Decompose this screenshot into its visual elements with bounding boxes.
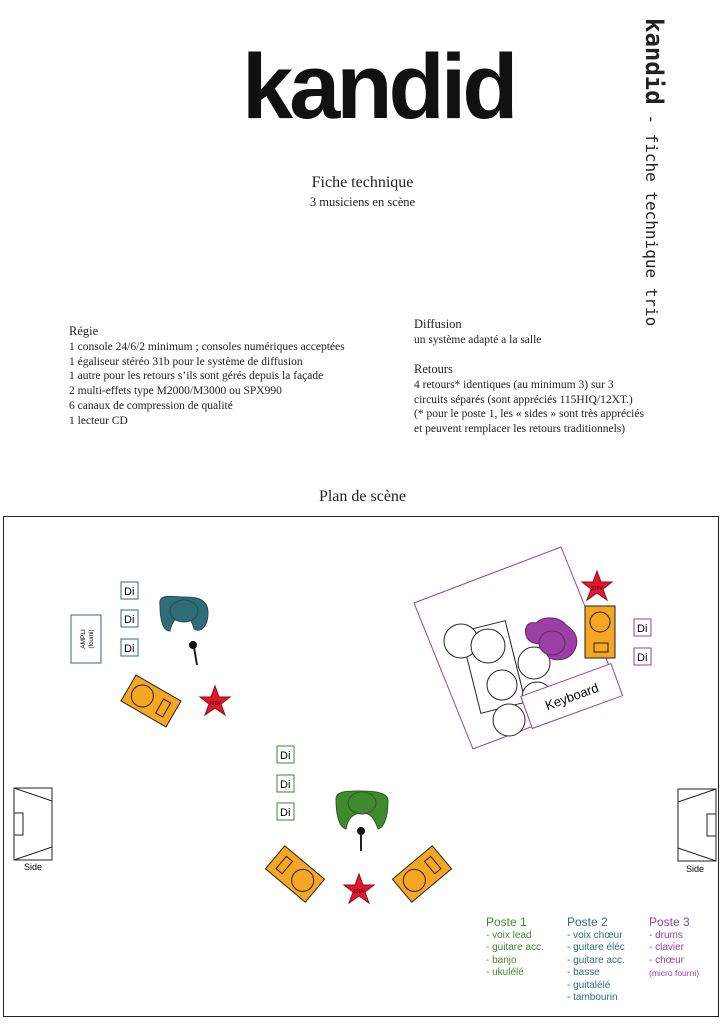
retours-line: circuits séparés (sont appréciés 115HIQ/12XT.) bbox=[414, 393, 633, 406]
svg-text:Di: Di bbox=[280, 807, 291, 819]
svg-text:Di: Di bbox=[280, 779, 291, 791]
svg-text:Di: Di bbox=[124, 614, 135, 626]
regie-heading: Régie bbox=[69, 324, 99, 338]
side-label: Side bbox=[24, 862, 43, 872]
legend-item: - guitare acc. bbox=[567, 954, 625, 966]
di-box bbox=[121, 610, 138, 627]
ampli-box bbox=[71, 615, 101, 663]
legend-title: Poste 3 bbox=[649, 915, 690, 929]
monitor-wedge bbox=[392, 846, 451, 902]
legend-item: - drums bbox=[649, 930, 683, 941]
monitor-wedge bbox=[585, 606, 615, 658]
keyboard-label: Keyboard bbox=[543, 679, 601, 714]
stage-plan bbox=[3, 516, 719, 1017]
logo-mark bbox=[240, 36, 515, 138]
monitor-wedge bbox=[121, 675, 181, 727]
ampli-label: AMPLI bbox=[80, 629, 87, 649]
regie-line: 2 multi-effets type M2000/M3000 ou SPX990 bbox=[69, 385, 282, 398]
legend-item: - clavier bbox=[649, 942, 685, 954]
regie-line: 1 console 24/6/2 minimum ; consoles numériques acceptées bbox=[69, 340, 345, 353]
side-speaker-left bbox=[14, 788, 52, 872]
di-box bbox=[121, 639, 138, 656]
retours-line: (* pour le poste 1, les « sides » sont très appréciés bbox=[414, 408, 644, 421]
vertical-subtitle: - fiche technique trio bbox=[642, 104, 661, 327]
vertical-brand: kandid bbox=[640, 18, 668, 105]
regie-line: 1 lecteur CD bbox=[69, 414, 128, 427]
legend-item: - guitare acc. bbox=[486, 942, 544, 954]
di-box bbox=[634, 648, 651, 665]
musician-poste2 bbox=[160, 596, 208, 631]
legend-poste3 bbox=[649, 915, 717, 980]
side-speaker-right bbox=[678, 789, 716, 874]
legend-item: - chœur bbox=[649, 954, 684, 966]
di-box bbox=[121, 582, 138, 599]
diffusion-section bbox=[414, 317, 664, 348]
microphone bbox=[357, 827, 365, 851]
di-box bbox=[277, 803, 294, 820]
diffusion-heading: Diffusion bbox=[414, 317, 462, 331]
page-subtitle: 3 musiciens en scène bbox=[309, 195, 416, 209]
di-box bbox=[277, 746, 294, 763]
power-star bbox=[200, 686, 230, 715]
svg-text:220V: 220V bbox=[353, 889, 365, 895]
legend-title: Poste 1 bbox=[486, 915, 527, 929]
legend-item: - tambourin bbox=[567, 992, 618, 1004]
legend-item: (micro fourni) bbox=[649, 968, 700, 979]
power-star bbox=[582, 571, 612, 600]
side-label: Side bbox=[686, 864, 705, 874]
retours-line: 4 retours* identiques (au minimum 3) sur 3 bbox=[414, 378, 614, 391]
legend-poste2 bbox=[567, 915, 647, 1004]
regie-line: 1 autre pour les retours s’ils sont gérés depuis la façade bbox=[69, 370, 324, 383]
svg-text:Di: Di bbox=[280, 750, 291, 762]
logo bbox=[240, 36, 515, 138]
svg-text:Di: Di bbox=[124, 586, 135, 598]
legend-title: Poste 2 bbox=[567, 915, 608, 929]
page-title: Fiche technique bbox=[311, 174, 414, 191]
regie-line: 6 canaux de compression de qualité bbox=[69, 399, 233, 412]
svg-text:220V: 220V bbox=[209, 701, 221, 707]
svg-text:Di: Di bbox=[637, 623, 648, 635]
legend-poste1 bbox=[486, 915, 566, 980]
svg-text:220V: 220V bbox=[591, 586, 603, 592]
diffusion-text: un système adapté a la salle bbox=[414, 333, 542, 346]
di-box bbox=[277, 775, 294, 792]
musician-poste1 bbox=[336, 791, 388, 829]
svg-text:Di: Di bbox=[637, 652, 648, 664]
legend-item: - basse bbox=[567, 967, 600, 979]
ampli-sub: (fourni) bbox=[89, 629, 95, 649]
monitor-wedge bbox=[265, 846, 324, 902]
retours-section bbox=[414, 362, 664, 437]
regie-section bbox=[69, 324, 389, 429]
retours-heading: Retours bbox=[414, 362, 453, 376]
regie-line: 1 égaliseur stéréo 31b pour le système de diffusion bbox=[69, 355, 303, 368]
svg-text:Di: Di bbox=[124, 643, 135, 655]
legend-item: - guitare éléc bbox=[567, 942, 625, 954]
legend-item: - guitalélé bbox=[567, 979, 611, 991]
legend-item: - ukulélé bbox=[486, 967, 524, 979]
plan-title: Plan de scène bbox=[318, 488, 407, 505]
legend-item: - voix lead bbox=[486, 930, 532, 941]
microphone bbox=[189, 641, 197, 665]
logo-text: kandid bbox=[242, 36, 515, 138]
legend-item: - banjo bbox=[486, 954, 517, 966]
power-star bbox=[344, 874, 374, 903]
di-box bbox=[634, 619, 651, 636]
legend-item: - voix chœur bbox=[567, 930, 623, 941]
retours-line: et peuvent remplacer les retours traditionnels) bbox=[414, 423, 626, 436]
